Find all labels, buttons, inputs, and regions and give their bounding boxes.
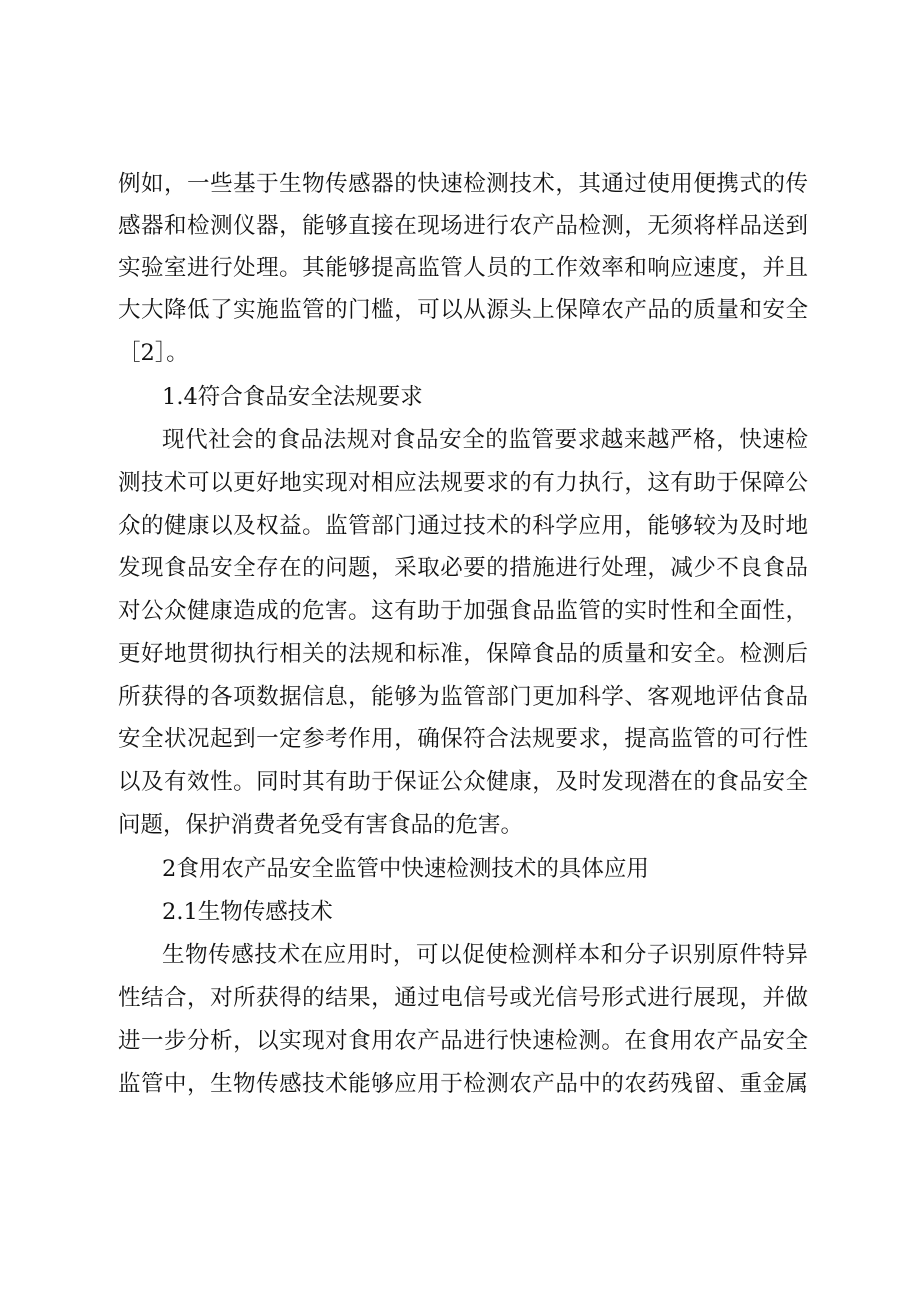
paragraph-line: 更好地贯彻执行相关的法规和标准，保障食品的质量和安全。检测后	[118, 641, 808, 667]
paragraph-line: 大大降低了实施监管的门槛，可以从源头上保障农产品的质量和安全	[118, 297, 808, 323]
paragraph-line: 安全状况起到一定参考作用，确保符合法规要求，提高监管的可行性	[118, 726, 808, 752]
section-heading: 1.4符合食品安全法规要求	[162, 384, 423, 410]
paragraph-line: 监管中，生物传感技术能够应用于检测农产品中的农药残留、重金属	[118, 1071, 808, 1097]
paragraph-line: 生物传感技术在应用时，可以促使检测样本和分子识别原件特异	[162, 942, 808, 968]
paragraph-line: ［2］。	[118, 340, 189, 366]
paragraph-line: 感器和检测仪器，能够直接在现场进行农产品检测，无须将样品送到	[118, 213, 808, 239]
paragraph-line: 对公众健康造成的危害。这有助于加强食品监管的实时性和全面性，	[118, 598, 808, 624]
subsection-heading: 2.1生物传感技术	[162, 899, 333, 925]
paragraph-line: 所获得的各项数据信息，能够为监管部门更加科学、客观地评估食品	[118, 684, 808, 710]
paragraph-line: 性结合，对所获得的结果，通过电信号或光信号形式进行展现，并做	[118, 985, 808, 1011]
paragraph-line: 进一步分析，以实现对食用农产品进行快速检测。在食用农产品安全	[118, 1028, 808, 1054]
paragraph-line: 测技术可以更好地实现对相应法规要求的有力执行，这有助于保障公	[118, 470, 808, 496]
paragraph-line: 现代社会的食品法规对食品安全的监管要求越来越严格，快速检	[162, 427, 808, 453]
paragraph-line: 发现食品安全存在的问题，采取必要的措施进行处理，减少不良食品	[118, 555, 808, 581]
section-heading: 2食用农产品安全监管中快速检测技术的具体应用	[162, 856, 649, 882]
paragraph-line: 例如，一些基于生物传感器的快速检测技术，其通过使用便携式的传	[118, 171, 808, 197]
paragraph-line: 实验室进行处理。其能够提高监管人员的工作效率和响应速度，并且	[118, 255, 808, 281]
paragraph-line: 以及有效性。同时其有助于保证公众健康，及时发现潜在的食品安全	[118, 769, 808, 795]
paragraph-line: 众的健康以及权益。监管部门通过技术的科学应用，能够较为及时地	[118, 513, 808, 539]
paragraph-line: 问题，保护消费者免受有害食品的危害。	[118, 812, 524, 838]
